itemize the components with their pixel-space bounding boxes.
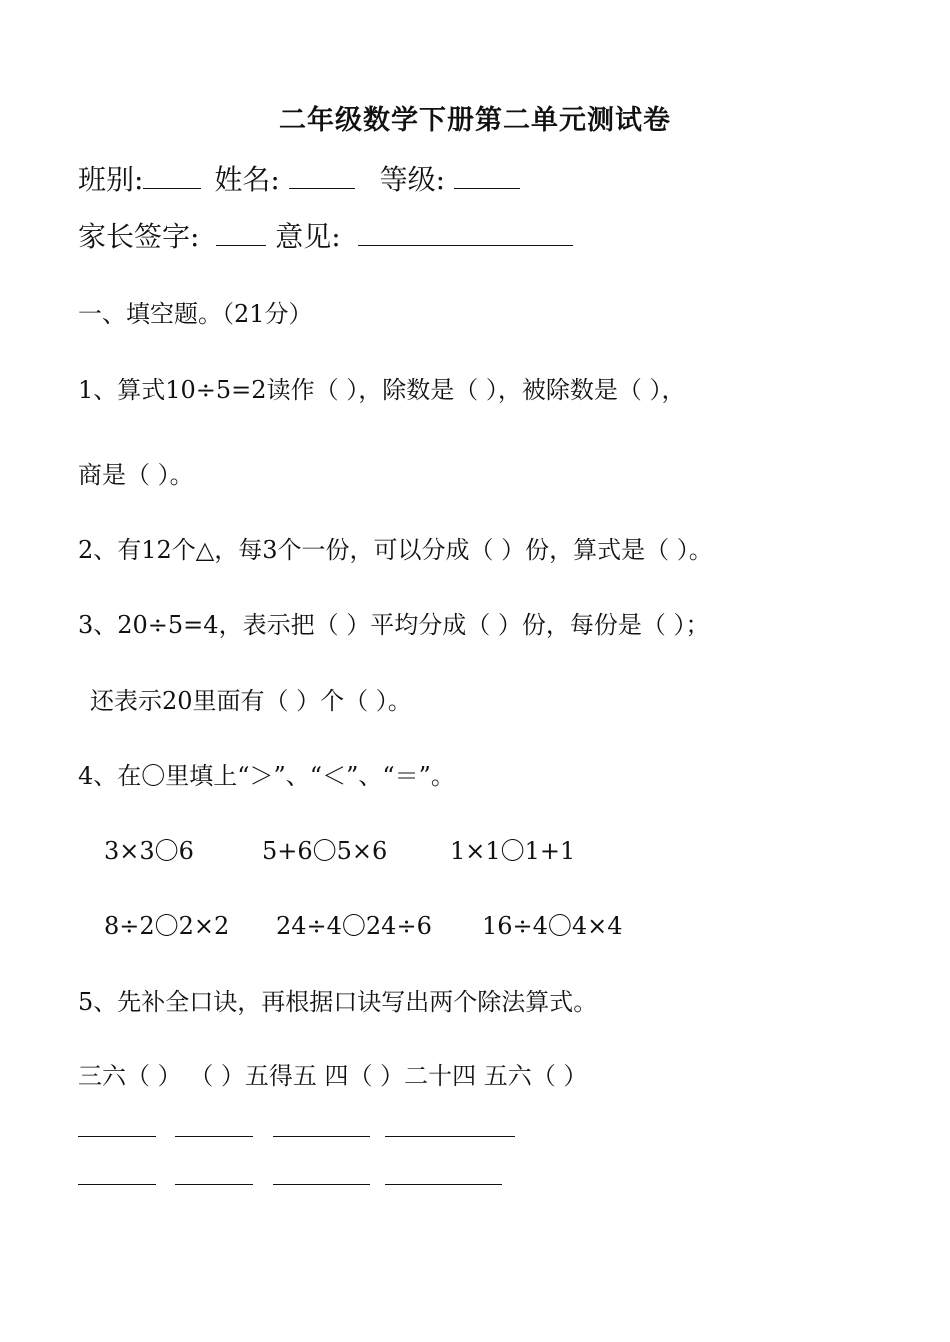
grade-label: 等级: [379,163,446,196]
answer-line[interactable] [175,1184,253,1185]
parent-info-row [78,215,573,255]
page-title: 二年级数学下册第二单元测试卷 [279,105,671,136]
comparison-expression: 24÷4〇24÷6 [276,912,432,940]
question-4-row-1 [104,831,575,866]
parent-signature-blank[interactable] [216,223,266,246]
answer-line[interactable] [78,1136,156,1137]
question-5-heading: 5、先补全口诀，再根据口诀写出两个除法算式。 [78,988,598,1016]
answer-line[interactable] [385,1184,502,1185]
comparison-expression: 5+6〇5×6 [262,837,388,865]
class-blank[interactable] [143,166,201,189]
student-info-row [78,158,520,198]
grade-blank[interactable] [454,166,520,189]
opinion-label: 意见: [275,220,341,253]
comparison-expression: 3×3〇6 [104,837,194,865]
question-4-heading: 4、在〇里填上“＞”、“＜”、“＝”。 [78,762,455,790]
comparison-expression: 8÷2〇2×2 [104,912,230,940]
name-label: 姓名: [214,163,280,196]
answer-line[interactable] [273,1136,370,1137]
class-label: 班别: [78,163,144,196]
question-5-blanks: 三六（ ） （ ）五得五 四（ ）二十四 五六（ ） [78,1062,588,1090]
answer-line[interactable] [78,1184,156,1185]
section1-heading: 一、填空题。（21分） [78,300,313,328]
question-1-line-2: 商是（ ）。 [78,461,194,489]
answer-line[interactable] [175,1136,253,1137]
comparison-expression: 1×1〇1+1 [450,837,576,865]
name-blank[interactable] [289,166,355,189]
question-1-line-1: 1、算式10÷5=2读作（ ），除数是（ ），被除数是（ ）， [78,376,686,404]
question-3-line-1: 3、20÷5=4，表示把（ ）平均分成（ ）份，每份是（ ）； [78,611,710,639]
question-4-row-2 [104,906,623,941]
opinion-blank[interactable] [358,223,573,246]
answer-line[interactable] [385,1136,515,1137]
parent-signature-label: 家长签字: [78,220,200,253]
question-2: 2、有12个△，每3个一份，可以分成（ ）份，算式是（ ）。 [78,536,713,564]
question-3-line-2: 还表示20里面有（ ）个（ ）。 [90,687,412,715]
answer-line[interactable] [273,1184,370,1185]
comparison-expression: 16÷4〇4×4 [482,912,623,940]
